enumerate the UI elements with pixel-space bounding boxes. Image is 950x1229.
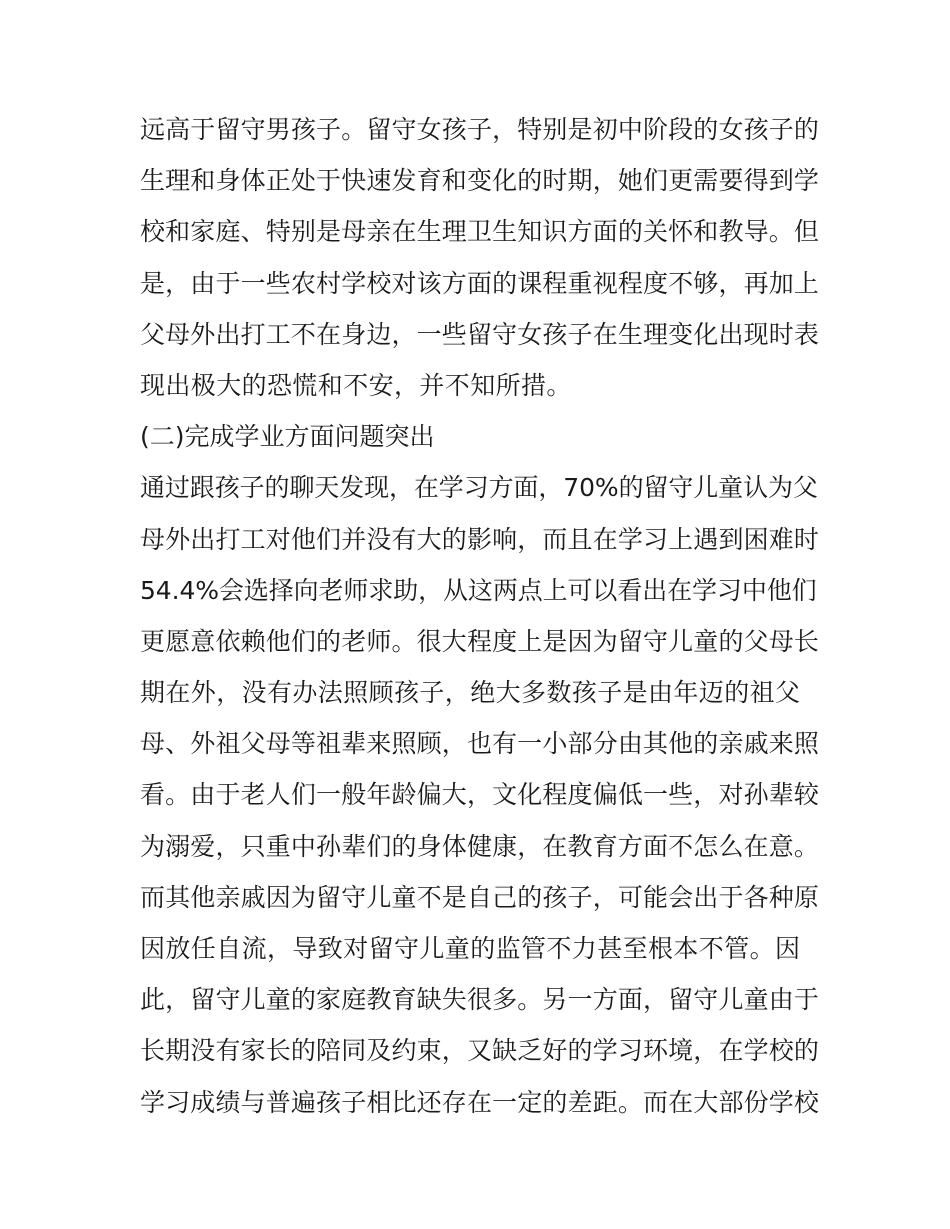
text-line: 更愿意依赖他们的老师。很大程度上是因为留守儿童的父母长 bbox=[140, 626, 820, 656]
text-line: 长期没有家长的陪同及约束，又缺乏好的学习环境，在学校的 bbox=[140, 1036, 820, 1066]
text-line: 为溺爱，只重中孙辈们的身体健康，在教育方面不怎么在意。 bbox=[140, 831, 820, 861]
body-text bbox=[140, 104, 820, 1128]
text-line: 期在外，没有办法照顾孩子，绝大多数孩子是由年迈的祖父 bbox=[140, 678, 801, 708]
text-line: 父母外出打工不在身边，一些留守女孩子在生理变化出现时表 bbox=[140, 319, 820, 349]
text-line: 此，留守儿童的家庭教育缺失很多。另一方面，留守儿童由于 bbox=[140, 985, 820, 1015]
text-line: 现出极大的恐慌和不安，并不知所措。 bbox=[140, 370, 572, 400]
text-line: 因放任自流，导致对留守儿童的监管不力甚至根本不管。因 bbox=[140, 934, 801, 963]
text-line: 母外出打工对他们并没有大的影响，而且在学习上遇到困难时 bbox=[140, 524, 820, 554]
text-line: 是，由于一些农村学校对该方面的课程重视程度不够，再加上 bbox=[140, 268, 820, 298]
text-line: 生理和身体正处于快速发育和变化的时期，她们更需要得到学 bbox=[140, 166, 820, 196]
text-line: 母、外祖父母等祖辈来照顾，也有一小部分由其他的亲戚来照 bbox=[140, 729, 820, 759]
text-line: 而其他亲戚因为留守儿童不是自己的孩子，可能会出于各种原 bbox=[140, 882, 820, 912]
text-line: 校和家庭、特别是母亲在生理卫生知识方面的关怀和教导。但 bbox=[140, 217, 820, 247]
text-line: 通过跟孩子的聊天发现，在学习方面，70%的留守儿童认为父 bbox=[140, 473, 818, 503]
text-line: 看。由于老人们一般年龄偏大，文化程度偏低一些，对孙辈较 bbox=[140, 780, 820, 810]
text-line: 学习成绩与普遍孩子相比还存在一定的差距。而在大部份学校 bbox=[140, 1087, 820, 1117]
section-heading: (二)完成学业方面问题突出 bbox=[140, 422, 435, 452]
text-line: 远高于留守男孩子。留守女孩子，特别是初中阶段的女孩子的 bbox=[140, 115, 820, 144]
text-line: 54.4%会选择向老师求助，从这两点上可以看出在学习中他们 bbox=[140, 575, 817, 605]
